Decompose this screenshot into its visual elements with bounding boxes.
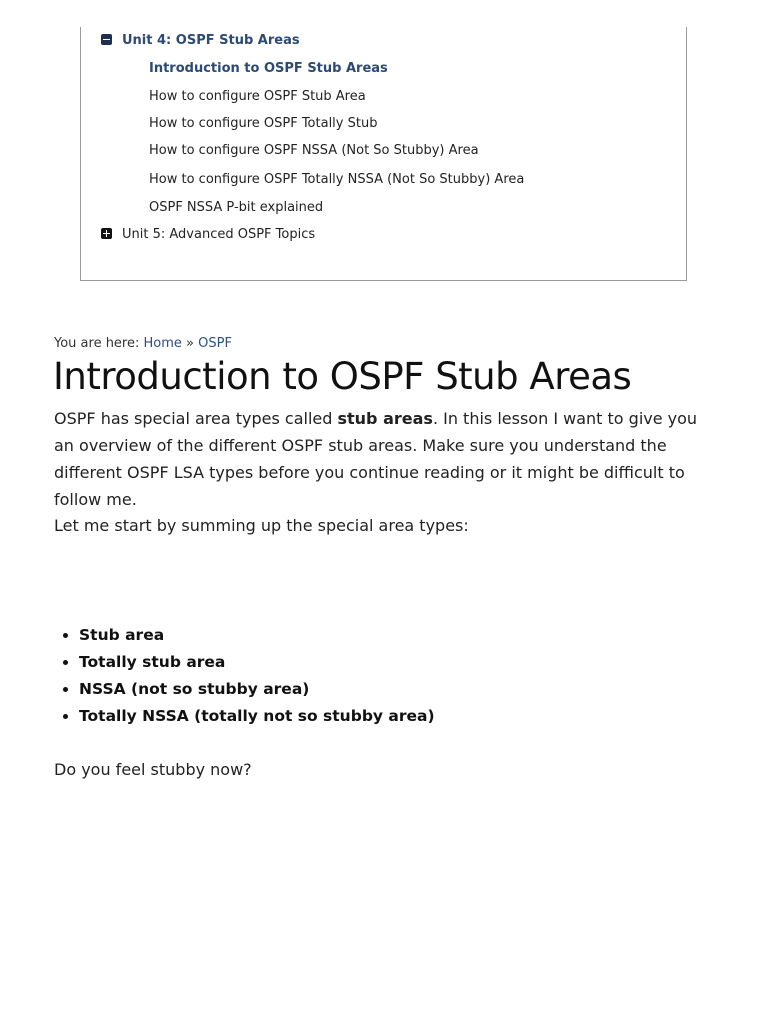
plus-square-icon[interactable] [101, 228, 112, 239]
breadcrumb-separator: » [186, 336, 195, 351]
list-item: • Stub area [79, 622, 435, 649]
area-type-list [54, 622, 435, 730]
toc-unit-label: Unit 4: OSPF Stub Areas [122, 33, 300, 48]
toc-unit-5[interactable] [101, 226, 315, 244]
toc-lesson-link[interactable]: How to configure OSPF NSSA (Not So Stubby) Area [149, 143, 479, 158]
toc-lesson-link[interactable]: OSPF NSSA P-bit explained [149, 200, 324, 215]
intro-bold-term: stub areas [337, 409, 433, 428]
page-title: Introduction to OSPF Stub Areas [53, 355, 632, 398]
list-item: • NSSA (not so stubby area) [79, 676, 435, 703]
toc-unit-label: Unit 5: Advanced OSPF Topics [122, 227, 316, 242]
lead-paragraph: Let me start by summing up the special area types: [54, 516, 469, 535]
minus-square-icon[interactable] [101, 34, 112, 45]
toc-lesson-link[interactable]: Introduction to OSPF Stub Areas [149, 61, 388, 76]
closing-paragraph: Do you feel stubby now? [54, 760, 252, 779]
intro-paragraph [54, 405, 714, 513]
breadcrumb-home-link[interactable]: Home [143, 336, 182, 351]
toc-lesson-link[interactable]: How to configure OSPF Totally NSSA (Not So Stubby) Area [149, 172, 525, 187]
toc-unit-4[interactable] [101, 32, 300, 50]
breadcrumb-prefix: You are here: [54, 336, 140, 351]
course-toc [80, 27, 687, 281]
toc-lesson-link[interactable]: How to configure OSPF Totally Stub [149, 116, 378, 131]
toc-lesson-link[interactable]: How to configure OSPF Stub Area [149, 89, 366, 104]
list-item: • Totally stub area [79, 649, 435, 676]
intro-text-end: . In this lesson I want to give you an overview of the different OSPF stub areas. Make sure you understand the different OSPF LSA types before you continue reading or it might be difficult to follow me. [54, 409, 698, 509]
breadcrumb-ospf-link[interactable]: OSPF [198, 336, 232, 351]
breadcrumb [54, 335, 232, 353]
intro-text-start: OSPF has special area types called [54, 409, 338, 428]
list-item: • Totally NSSA (totally not so stubby area) [79, 703, 435, 730]
